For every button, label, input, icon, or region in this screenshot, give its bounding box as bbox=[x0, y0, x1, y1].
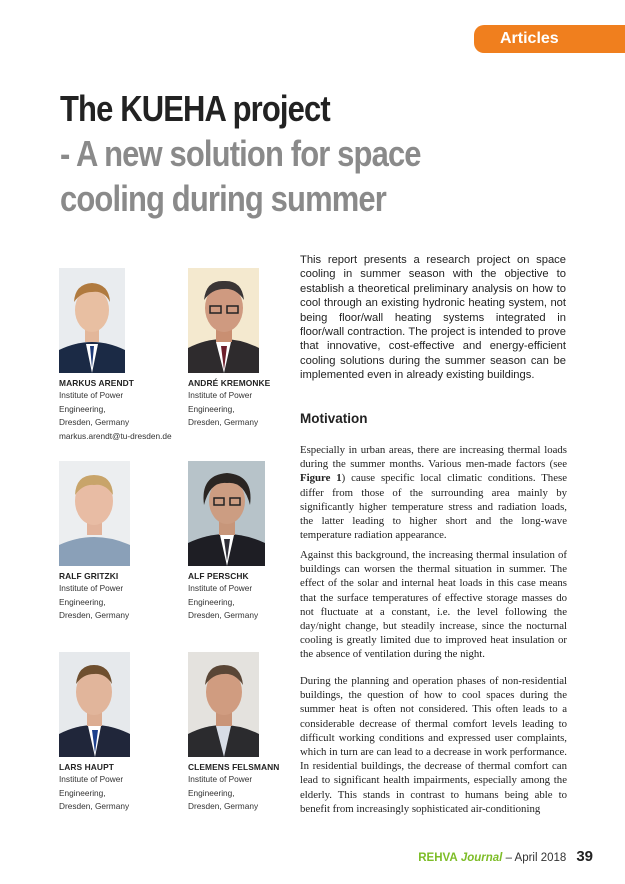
author-affiliation: Institute of Power Engineering, Dresden, Germany bbox=[188, 390, 259, 428]
section-tag: Articles bbox=[474, 25, 625, 53]
author-photo bbox=[59, 652, 130, 757]
body-paragraph-1: Especially in urban areas, there are increasing thermal loads during the summer months. Various men-made factors (see Figure 1) cause specific local climatic conditions. These differ from those of the surrounding area mainly by significantly higher temperature stress and radiation loads, the latter leading to higher short and the long-wave temperature radiation appearance. bbox=[300, 444, 567, 542]
author-affiliation: Institute of Power Engineering, Dresden, Germany bbox=[188, 583, 259, 621]
author-card bbox=[188, 461, 318, 623]
author-photo bbox=[188, 268, 259, 373]
author-photo bbox=[188, 461, 265, 566]
body-paragraph-2: Against this background, the increasing thermal insulation of buildings can worsen the thermal situation in summer. The effect of the solar and internal heat loads in this case means that the surface temperatures of effective storage masses do not fluctuate at a constant, i.e. the level following the day/night change, but steadily increase, since the nocturnal cooling is greatly limited due to improved heat insulation or the absence of ventilation during the night. bbox=[300, 549, 567, 661]
author-card bbox=[188, 652, 318, 814]
figure-reference: Figure 1 bbox=[300, 472, 342, 485]
title-line-2: - A new solution for space bbox=[60, 133, 421, 174]
journal-name: Journal bbox=[457, 852, 503, 864]
body-paragraph-3: During the planning and operation phases of non-residential buildings, the question of how to cool spaces during the summer heat is often not considered. This often leads to a considerable decrease of thermal comfort levels leading to difficult working conditions and expressed user complaints, which in turn are can lead to a decrease in work performance. In residential buildings, the decrease of thermal comfort can lead to significant health impairments, especially among the elderly. This stands in contrast to humans being able to benefit from increasingly sophisticated air-conditioning bbox=[300, 675, 567, 815]
author-card bbox=[59, 461, 189, 623]
title-line-1: The KUEHA project bbox=[60, 88, 330, 129]
title-line-3: cooling during summer bbox=[60, 178, 386, 219]
author-affiliation: Institute of Power Engineering, Dresden, Germany bbox=[188, 774, 259, 812]
author-card bbox=[59, 268, 189, 443]
author-name: MARKUS ARENDT bbox=[59, 378, 134, 388]
author-name: RALF GRITZKI bbox=[59, 571, 119, 581]
author-photo bbox=[188, 652, 259, 757]
author-name: ANDRÉ KREMONKE bbox=[188, 378, 271, 388]
author-affiliation: Institute of Power Engineering, Dresden, Germany markus.arendt@tu-dresden.de bbox=[59, 389, 189, 443]
author-name: CLEMENS FELSMANN bbox=[188, 762, 280, 772]
author-photo bbox=[59, 461, 130, 566]
page-footer bbox=[418, 848, 593, 865]
author-photo bbox=[59, 268, 125, 373]
author-email: markus.arendt@tu-dresden.de bbox=[59, 430, 172, 441]
author-affiliation: Institute of Power Engineering, Dresden, Germany bbox=[59, 774, 130, 812]
journal-brand: REHVA bbox=[418, 852, 458, 864]
intro-paragraph: This report presents a research project on space cooling in summer season with the objective to establish a theoretical preliminary analysis on how to cool through an existing hydronic heating system, not being floor/wall heating systems integrated in floor/wall contraction. The project is intended to prove that innovative, cost-effective and energy-efficient cooling solutions during the summer season can be implemented even in already existing buildings. bbox=[300, 254, 566, 382]
section-heading: Motivation bbox=[300, 411, 368, 426]
author-affiliation: Institute of Power Engineering, Dresden, Germany bbox=[59, 583, 130, 621]
article-title bbox=[60, 86, 580, 221]
author-name: ALF PERSCHK bbox=[188, 571, 249, 581]
author-card bbox=[188, 268, 318, 430]
page-number: 39 bbox=[576, 848, 593, 865]
author-name: LARS HAUPT bbox=[59, 762, 114, 772]
author-card bbox=[59, 652, 189, 814]
journal-issue: – April 2018 bbox=[502, 852, 567, 864]
